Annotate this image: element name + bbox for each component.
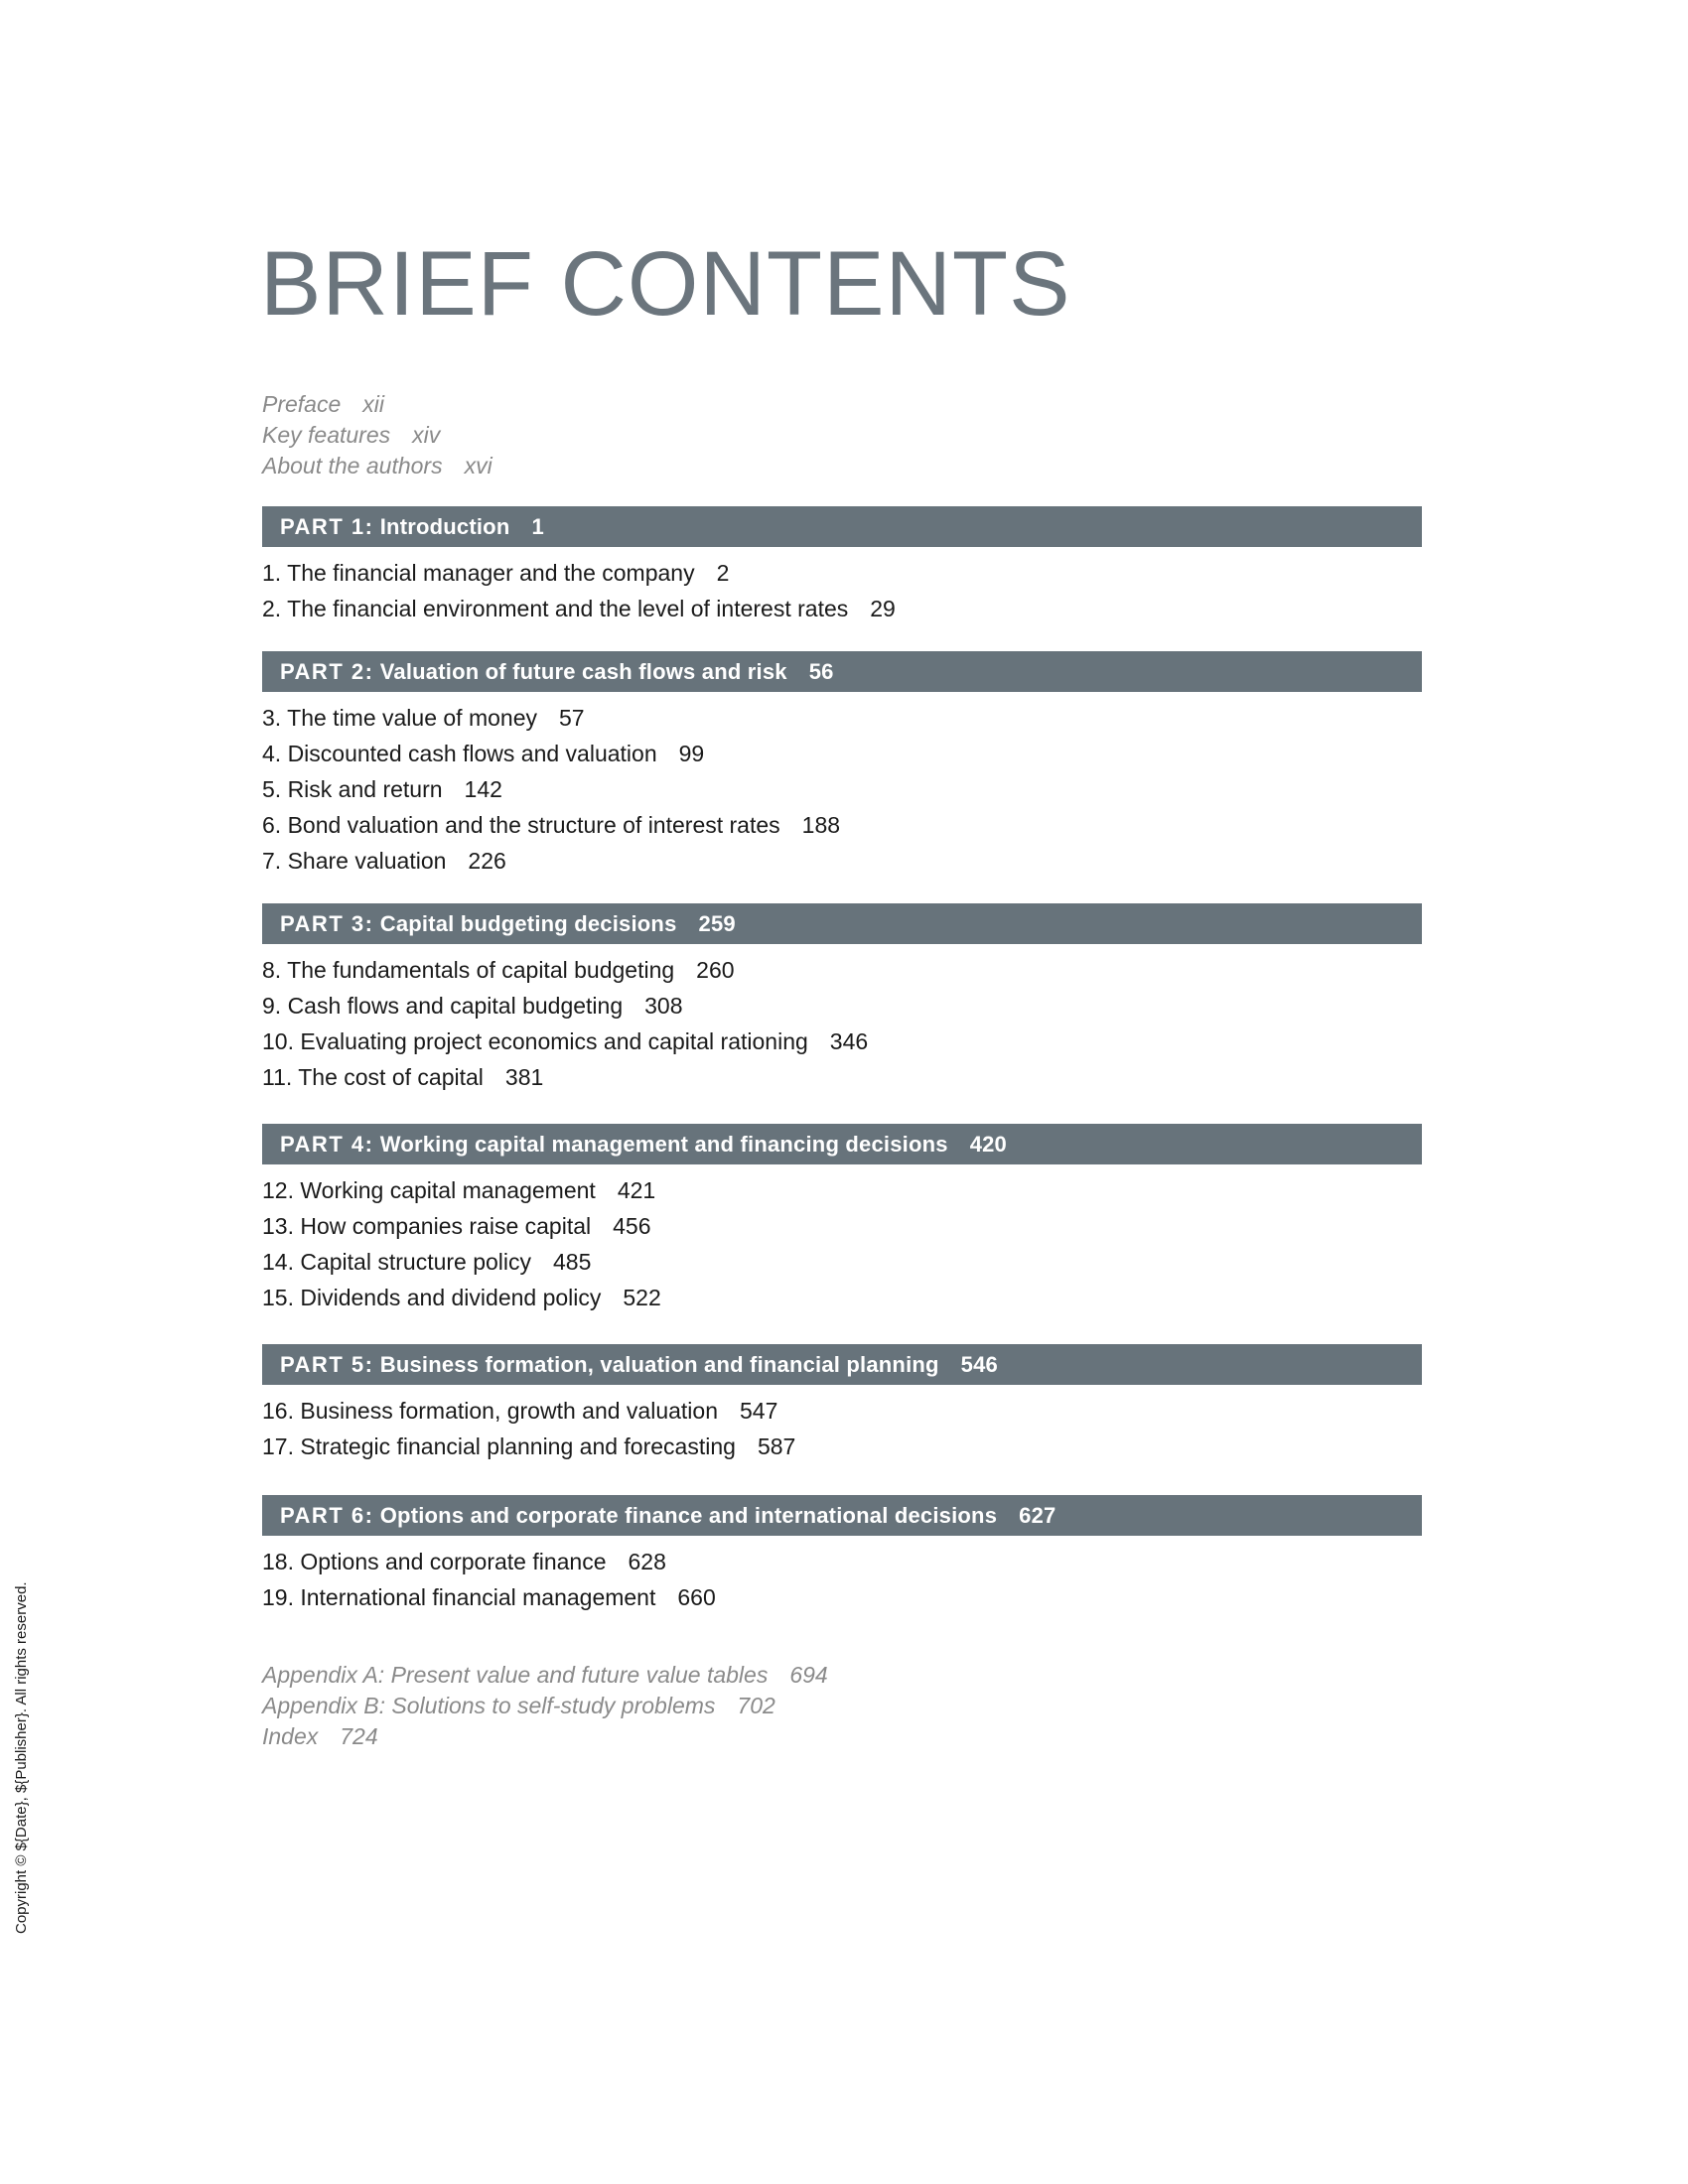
chapter-label: 8. The fundamentals of capital budgeting — [262, 957, 675, 983]
front-matter-label: About the authors — [262, 453, 443, 478]
back-matter-item-appendix-a[interactable] — [262, 1660, 828, 1691]
back-matter-label: Appendix A: Present value and future value tables — [262, 1662, 769, 1688]
chapter-item[interactable] — [262, 1579, 1422, 1615]
chapter-label: 4. Discounted cash flows and valuation — [262, 741, 657, 766]
chapter-label: 9. Cash flows and capital budgeting — [262, 993, 624, 1019]
chapter-page: 99 — [678, 741, 705, 766]
chapter-list — [262, 1172, 1422, 1315]
chapter-label: 12. Working capital management — [262, 1177, 596, 1203]
front-matter-page: xiv — [412, 422, 441, 448]
chapter-page: 260 — [696, 957, 735, 983]
part-page: 56 — [808, 659, 834, 684]
part-heading-5[interactable] — [262, 1344, 1422, 1385]
chapter-label: 19. International financial management — [262, 1584, 656, 1610]
chapter-page: 226 — [468, 848, 506, 874]
back-matter-label: Index — [262, 1723, 319, 1749]
chapter-label: 14. Capital structure policy — [262, 1249, 532, 1275]
front-matter-label: Key features — [262, 422, 391, 448]
chapter-item[interactable] — [262, 1059, 1422, 1095]
chapter-label: 18. Options and corporate finance — [262, 1549, 607, 1574]
chapter-label: 17. Strategic financial planning and forecasting — [262, 1433, 736, 1459]
back-matter-item-appendix-b[interactable] — [262, 1691, 828, 1721]
chapter-page: 628 — [628, 1549, 666, 1574]
chapter-page: 2 — [716, 560, 730, 586]
chapter-item[interactable] — [262, 1393, 1422, 1429]
part-section-5 — [262, 1344, 1422, 1464]
chapter-label: 6. Bond valuation and the structure of interest rates — [262, 812, 780, 838]
part-section-2 — [262, 651, 1422, 879]
front-matter-page: xvi — [464, 453, 492, 478]
part-number: PART 3: — [280, 911, 374, 936]
back-matter-item-index[interactable] — [262, 1721, 828, 1752]
chapter-label: 11. The cost of capital — [262, 1064, 484, 1090]
part-section-6 — [262, 1495, 1422, 1615]
chapter-list — [262, 1544, 1422, 1615]
chapter-item[interactable] — [262, 1544, 1422, 1579]
chapter-label: 2. The financial environment and the level of interest rates — [262, 596, 849, 621]
part-title: Capital budgeting decisions — [379, 911, 677, 936]
part-page: 259 — [698, 911, 736, 936]
chapter-page: 547 — [740, 1398, 778, 1424]
chapter-list — [262, 555, 1422, 626]
chapter-item[interactable] — [262, 591, 1422, 626]
part-number: PART 5: — [280, 1352, 374, 1377]
chapter-page: 188 — [801, 812, 841, 838]
chapter-label: 3. The time value of money — [262, 705, 537, 731]
chapter-label: 5. Risk and return — [262, 776, 443, 802]
part-number: PART 6: — [280, 1503, 374, 1528]
part-title: Working capital management and financing decisions — [379, 1132, 948, 1157]
chapter-page: 587 — [757, 1433, 796, 1459]
chapter-label: 1. The financial manager and the company — [262, 560, 695, 586]
part-title: Business formation, valuation and financial planning — [379, 1352, 939, 1377]
front-matter-item-preface[interactable] — [262, 389, 492, 420]
part-title: Introduction — [379, 514, 510, 539]
chapter-item[interactable] — [262, 843, 1422, 879]
chapter-item[interactable] — [262, 1244, 1422, 1280]
part-heading-3[interactable] — [262, 903, 1422, 944]
part-section-1 — [262, 506, 1422, 626]
part-heading-4[interactable] — [262, 1124, 1422, 1164]
chapter-label: 10. Evaluating project economics and capital rationing — [262, 1028, 808, 1054]
back-matter-page: 702 — [737, 1693, 775, 1718]
back-matter-page: 694 — [789, 1662, 828, 1688]
chapter-list — [262, 700, 1422, 879]
front-matter-item-about-the-authors[interactable] — [262, 451, 492, 481]
chapter-item[interactable] — [262, 807, 1422, 843]
part-number: PART 1: — [280, 514, 374, 539]
part-page: 627 — [1019, 1503, 1056, 1528]
chapter-page: 485 — [553, 1249, 592, 1275]
part-heading-2[interactable] — [262, 651, 1422, 692]
chapter-page: 29 — [870, 596, 896, 621]
front-matter-list — [262, 389, 492, 481]
back-matter-list — [262, 1660, 828, 1752]
chapter-item[interactable] — [262, 771, 1422, 807]
chapter-page: 522 — [623, 1285, 661, 1310]
chapter-label: 15. Dividends and dividend policy — [262, 1285, 602, 1310]
chapter-item[interactable] — [262, 1024, 1422, 1059]
part-heading-6[interactable] — [262, 1495, 1422, 1536]
chapter-page: 421 — [617, 1177, 656, 1203]
chapter-item[interactable] — [262, 1429, 1422, 1464]
copyright-notice: Copyright © ${Date}, ${Publisher}. All rights reserved. — [13, 1581, 30, 1934]
chapter-label: 13. How companies raise capital — [262, 1213, 592, 1239]
chapter-item[interactable] — [262, 700, 1422, 736]
chapter-page: 346 — [829, 1028, 869, 1054]
part-heading-1[interactable] — [262, 506, 1422, 547]
chapter-item[interactable] — [262, 988, 1422, 1024]
chapter-item[interactable] — [262, 1172, 1422, 1208]
chapter-page: 456 — [613, 1213, 651, 1239]
chapter-page: 142 — [464, 776, 502, 802]
chapter-item[interactable] — [262, 1208, 1422, 1244]
part-title: Valuation of future cash flows and risk — [379, 659, 787, 684]
chapter-item[interactable] — [262, 555, 1422, 591]
part-page: 546 — [960, 1352, 998, 1377]
part-number: PART 4: — [280, 1132, 374, 1157]
back-matter-label: Appendix B: Solutions to self-study problems — [262, 1693, 716, 1718]
part-section-4 — [262, 1124, 1422, 1315]
front-matter-page: xii — [362, 391, 384, 417]
part-number: PART 2: — [280, 659, 374, 684]
back-matter-page: 724 — [340, 1723, 378, 1749]
chapter-page: 381 — [504, 1064, 544, 1090]
chapter-list — [262, 952, 1422, 1095]
chapter-page: 57 — [559, 705, 585, 731]
chapter-label: 16. Business formation, growth and valuation — [262, 1398, 718, 1424]
part-page: 420 — [969, 1132, 1007, 1157]
part-section-3 — [262, 903, 1422, 1095]
chapter-list — [262, 1393, 1422, 1464]
chapter-item[interactable] — [262, 1280, 1422, 1315]
chapter-label: 7. Share valuation — [262, 848, 447, 874]
part-title: Options and corporate finance and international decisions — [379, 1503, 998, 1528]
chapter-item[interactable] — [262, 952, 1422, 988]
part-page: 1 — [531, 514, 544, 539]
front-matter-item-key-features[interactable] — [262, 420, 492, 451]
chapter-page: 308 — [644, 993, 683, 1019]
page-title: BRIEF CONTENTS — [260, 233, 1071, 335]
front-matter-label: Preface — [262, 391, 342, 417]
chapter-item[interactable] — [262, 736, 1422, 771]
chapter-page: 660 — [677, 1584, 716, 1610]
